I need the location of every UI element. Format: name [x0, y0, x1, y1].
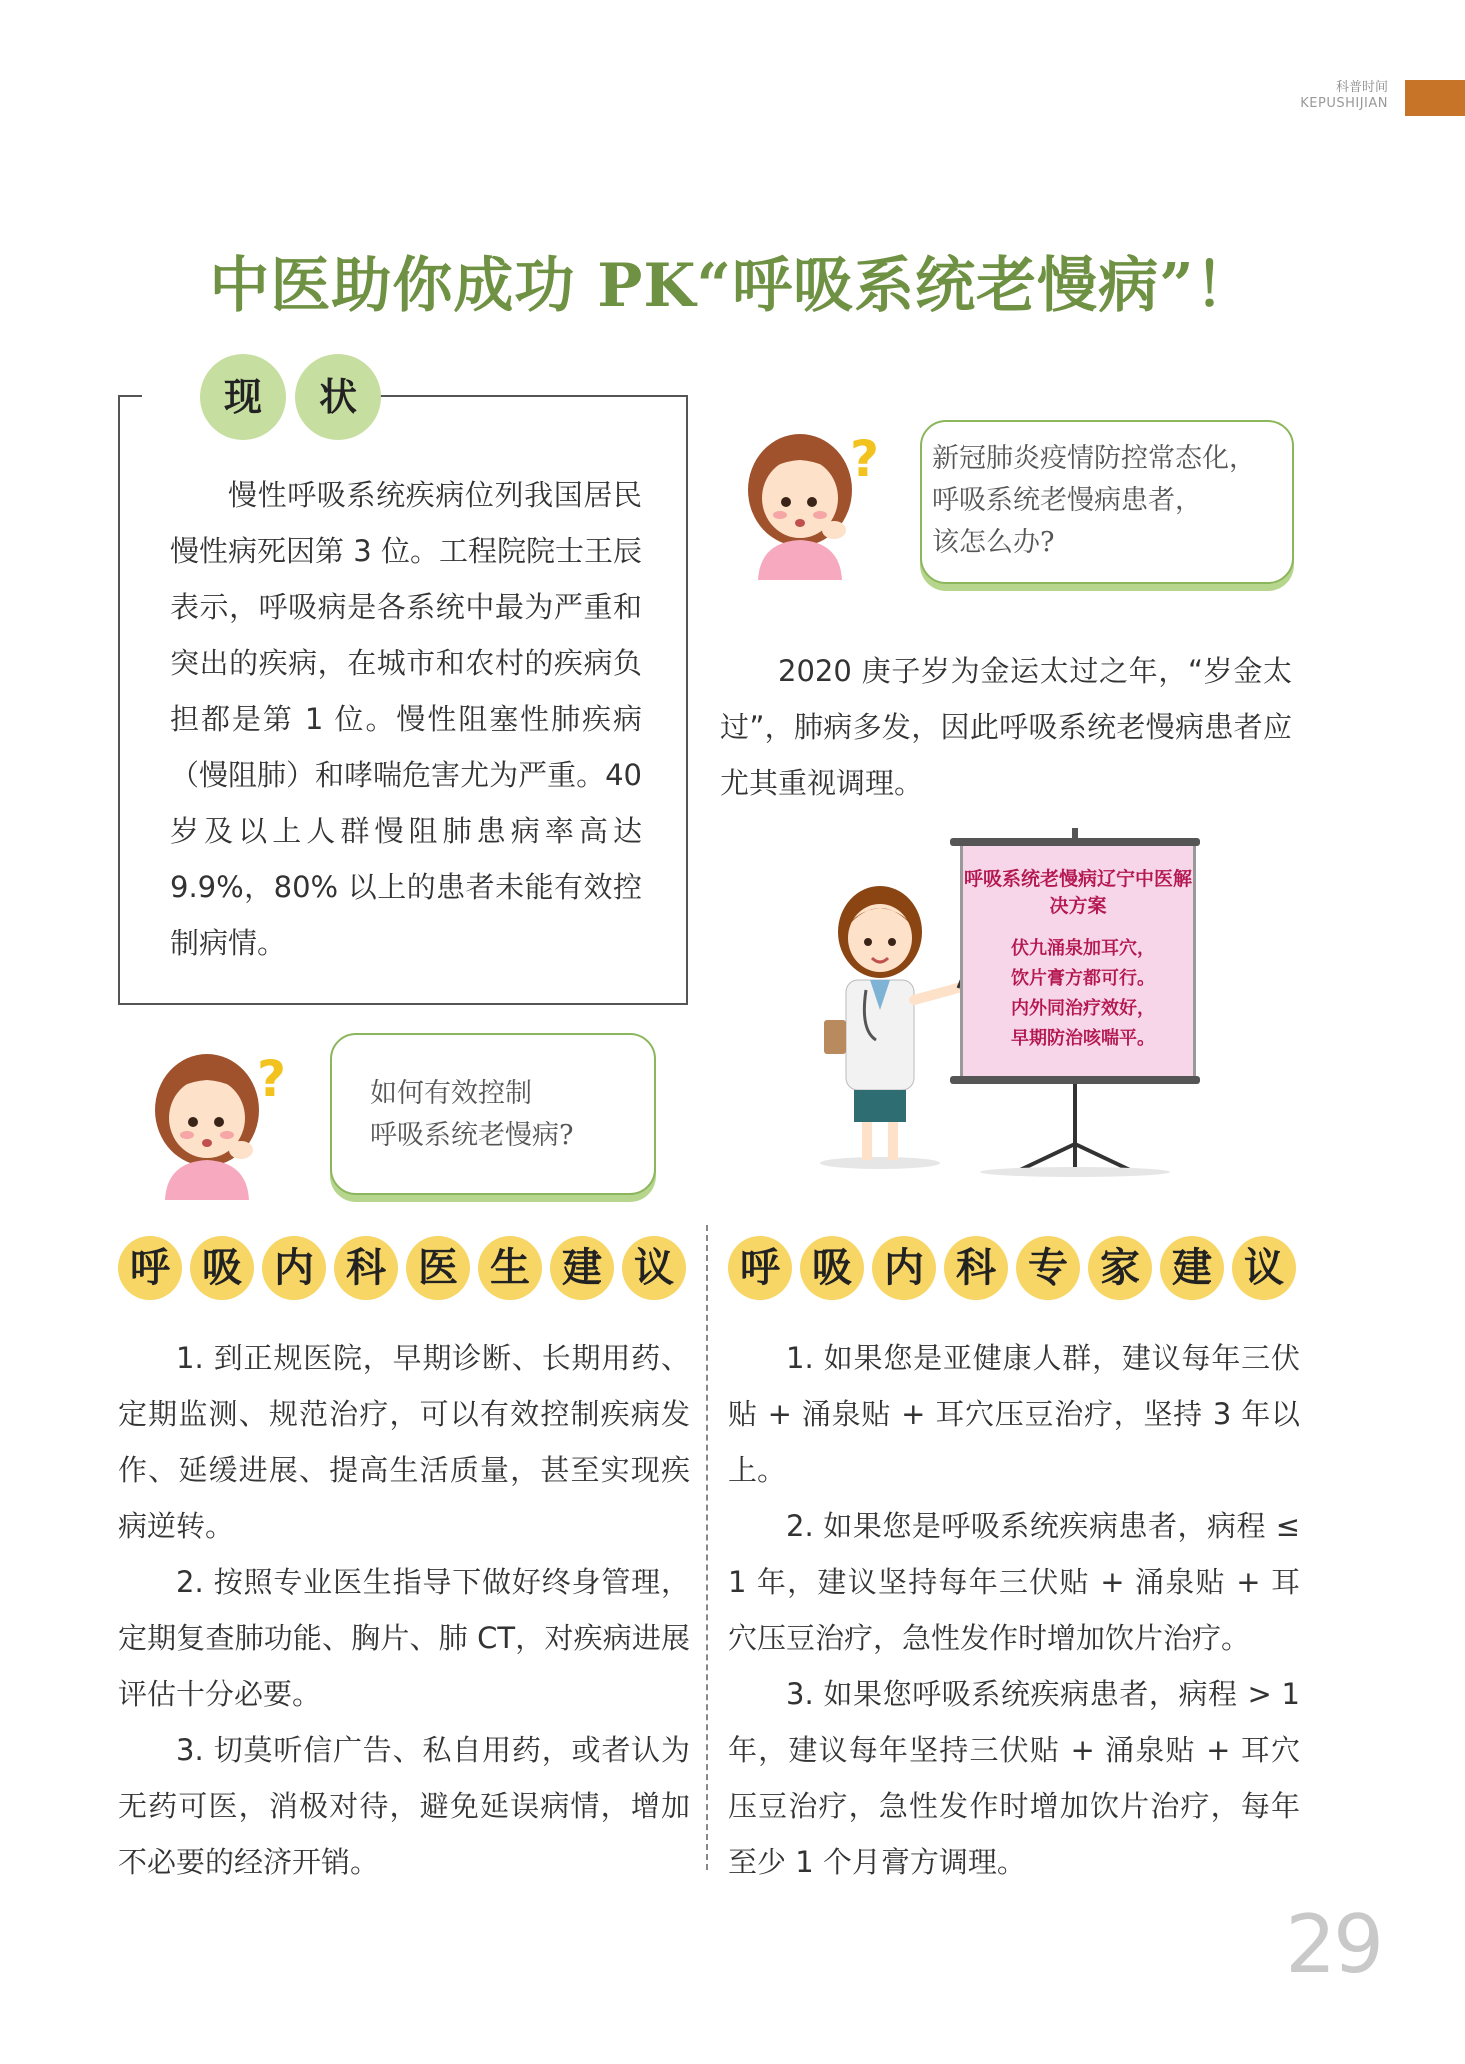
girl-thinking-illustration	[738, 420, 888, 580]
heading-char: 议	[622, 1236, 686, 1300]
status-heading-char: 状	[295, 354, 381, 440]
header-accent-bar	[1405, 80, 1465, 116]
heading-char: 医	[406, 1236, 470, 1300]
status-box	[118, 374, 688, 1005]
heading-char: 生	[478, 1236, 542, 1300]
question-line: 呼吸系统老慢病患者，	[932, 485, 1202, 516]
question-bubble-left	[330, 1033, 656, 1195]
page-title: 中医助你成功 PK“呼吸系统老慢病”！	[209, 251, 1256, 321]
heading-char: 呼	[728, 1236, 792, 1300]
question-bubble-top	[920, 420, 1294, 584]
column-name-en: KEPUSHIJIAN	[1300, 96, 1388, 111]
board-line: 伏九涌泉加耳穴，	[1011, 938, 1155, 959]
heading-char: 内	[262, 1236, 326, 1300]
heading-char: 吸	[190, 1236, 254, 1300]
board-panel	[960, 846, 1196, 1076]
expert-advice-item: 2. 如果您是呼吸系统疾病患者，病程 ≤ 1 年，建议坚持每年三伏贴 + 涌泉贴 + 耳穴压豆治疗，急性发作时增加饮片治疗。	[728, 1509, 1300, 1655]
status-heading-char: 现	[200, 354, 286, 440]
heading-char: 专	[1016, 1236, 1080, 1300]
girl-thinking-illustration	[145, 1040, 295, 1200]
expert-advice-heading	[728, 1236, 1296, 1300]
doctor-advice-item: 1. 到正规医院，早期诊断、长期用药、定期监测、规范治疗，可以有效控制疾病发作、延缓进展、提高生活质量，甚至实现疾病逆转。	[118, 1341, 690, 1543]
svg-text:?: ?	[850, 430, 880, 488]
board-line: 内外同治疗效好，	[1011, 998, 1155, 1019]
doctor-advice-item: 3. 切莫听信广告、私自用药，或者认为无药可医，消极对待，避免延误病情，增加不必要的经济开销。	[118, 1733, 690, 1879]
heading-char: 家	[1088, 1236, 1152, 1300]
expert-advice-list	[728, 1330, 1300, 1890]
heading-char: 建	[1160, 1236, 1224, 1300]
status-text: 慢性呼吸系统疾病位列我国居民慢性病死因第 3 位。工程院院士王辰表示，呼吸病是各系统中最为严重和突出的疾病，在城市和农村的疾病负担都是第 1 位。慢性阻塞性肺疾病（慢阻肺）和哮喘危害尤为严重。40 岁及以上人群慢阻肺患病率高达 9.9%，80% 以上的患者未能有效控制病情。	[170, 478, 642, 960]
question-line: 新冠肺炎疫情防控常态化，	[932, 443, 1256, 474]
heading-char: 内	[872, 1236, 936, 1300]
expert-advice-item: 1. 如果您是亚健康人群，建议每年三伏贴 + 涌泉贴 + 耳穴压豆治疗，坚持 3 年以上。	[728, 1341, 1300, 1487]
heading-char: 建	[550, 1236, 614, 1300]
page-number: 29	[1285, 1898, 1381, 1991]
svg-text:?: ?	[257, 1050, 287, 1108]
column-name-cn: 科普时间	[1335, 80, 1388, 95]
heading-char: 呼	[118, 1236, 182, 1300]
question-line: 呼吸系统老慢病?	[370, 1120, 574, 1151]
board-line: 早期防治咳喘平。	[1011, 1028, 1155, 1049]
expert-advice-item: 3. 如果您呼吸系统疾病患者，病程 > 1 年，建议每年坚持三伏贴 + 涌泉贴 + 耳穴压豆治疗，急性发作时增加饮片治疗，每年至少 1 个月膏方调理。	[728, 1677, 1300, 1879]
heading-char: 议	[1232, 1236, 1296, 1300]
doctor-advice-list	[118, 1330, 690, 1890]
doctor-advice-item: 2. 按照专业医生指导下做好终身管理，定期复查肺功能、胸片、肺 CT，对疾病进展评估十分必要。	[118, 1565, 690, 1711]
intro-paragraph: 2020 庚子岁为金运太过之年，“岁金太过”，肺病多发，因此呼吸系统老慢病患者应尤其重视调理。	[720, 654, 1292, 800]
board-line: 饮片膏方都可行。	[1011, 968, 1155, 989]
question-line: 该怎么办?	[932, 527, 1055, 558]
question-line: 如何有效控制	[370, 1078, 532, 1109]
heading-char: 科	[944, 1236, 1008, 1300]
board-title: 呼吸系统老慢病辽宁中医解决方案	[963, 868, 1192, 917]
column-divider	[706, 1225, 708, 1870]
presentation-board	[950, 838, 1200, 1178]
heading-char: 科	[334, 1236, 398, 1300]
heading-char: 吸	[800, 1236, 864, 1300]
doctor-advice-heading	[118, 1236, 686, 1300]
